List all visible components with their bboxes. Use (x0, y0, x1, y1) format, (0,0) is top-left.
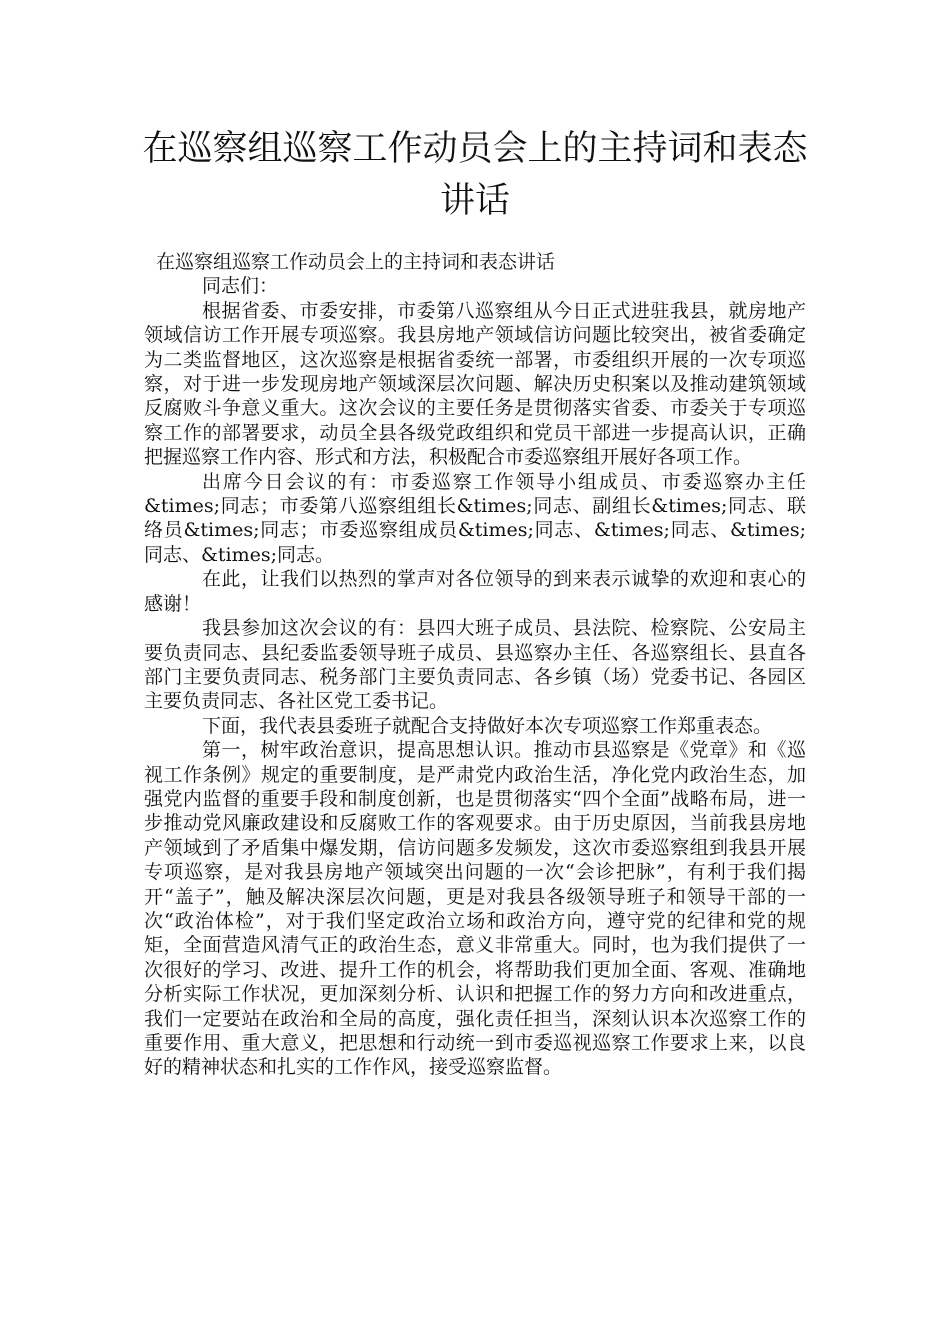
document-subtitle: 在巡察组巡察工作动员会上的主持词和表态讲话 (156, 251, 556, 273)
paragraph-attendees-leaders: 出席今日会议的有：市委巡察工作领导小组成员、市委巡察办主任&times;同志；市委第八巡察组组长&times;同志、副组长&times;同志、联络员&times;同志；市委巡察组成员&times;同志、&times;同志、&times;同志、&times;同志。 (144, 470, 806, 566)
document-body (144, 250, 806, 1080)
paragraph-background: 根据省委、市委安排，市委第八巡察组从今日正式进驻我县，就房地产领域信访工作开展专项巡察。我县房地产领域信访问题比较突出，被省委确定为二类监督地区，这次巡察是根据省委统一部署，市委组织开展的一次专项巡察，对于进一步发现房地产领域深层次问题、解决历史积案以及推动建筑领域反腐败斗争意义重大。这次会议的主要任务是贯彻落实省委、市委关于专项巡察工作的部署要求，动员全县各级党政组织和党员干部进一步提高认识，正确把握巡察工作内容、形式和方法，积极配合市委巡察组开展好各项工作。 (144, 299, 806, 469)
document-title: 在巡察组巡察工作动员会上的主持词和表态讲话 (142, 129, 808, 221)
salutation: 同志们： (202, 275, 279, 298)
paragraph-attendees-county: 我县参加这次会议的有：县四大班子成员、县法院、检察院、公安局主要负责同志、县纪委监委领导班子成员、县巡察办主任、各巡察组长、县直各部门主要负责同志、税务部门主要负责同志、各乡镇（场）党委书记、各园区主要负责同志、各社区党工委书记。 (144, 617, 806, 713)
paragraph-point-one: 第一，树牢政治意识，提高思想认识。推动市县巡察是《党章》和《巡视工作条例》规定的重要制度，是严肃党内政治生活，净化党内政治生态，加强党内监督的重要手段和制度创新，也是贯彻落实“四个全面”战略布局，进一步推动党风廉政建设和反腐败工作的客观要求。由于历史原因，当前我县房地产领域到了矛盾集中爆发期，信访问题多发频发，这次市委巡察组到我县开展专项巡察，是对我县房地产领域突出问题的一次“会诊把脉”，有利于我们揭开“盖子”，触及解决深层次问题，更是对我县各级领导班子和领导干部的一次“政治体检”，对于我们坚定政治立场和政治方向，遵守党的纪律和党的规矩，全面营造风清气正的政治生态，意义非常重大。同时，也为我们提供了一次很好的学习、改进、提升工作的机会，将帮助我们更加全面、客观、准确地分析实际工作状况，更加深刻分析、认识和把握工作的努力方向和改进重点，我们一定要站在政治和全局的高度，强化责任担当，深刻认识本次巡察工作的重要作用、重大意义，把思想和行动统一到市委巡视巡察工作要求上来，以良好的精神状态和扎实的工作作风，接受巡察监督。 (144, 739, 806, 1079)
paragraph-welcome: 在此，让我们以热烈的掌声对各位领导的到来表示诚挚的欢迎和衷心的感谢！ (144, 568, 806, 615)
paragraph-statement-intro: 下面，我代表县委班子就配合支持做好本次专项巡察工作郑重表态。 (202, 714, 773, 737)
